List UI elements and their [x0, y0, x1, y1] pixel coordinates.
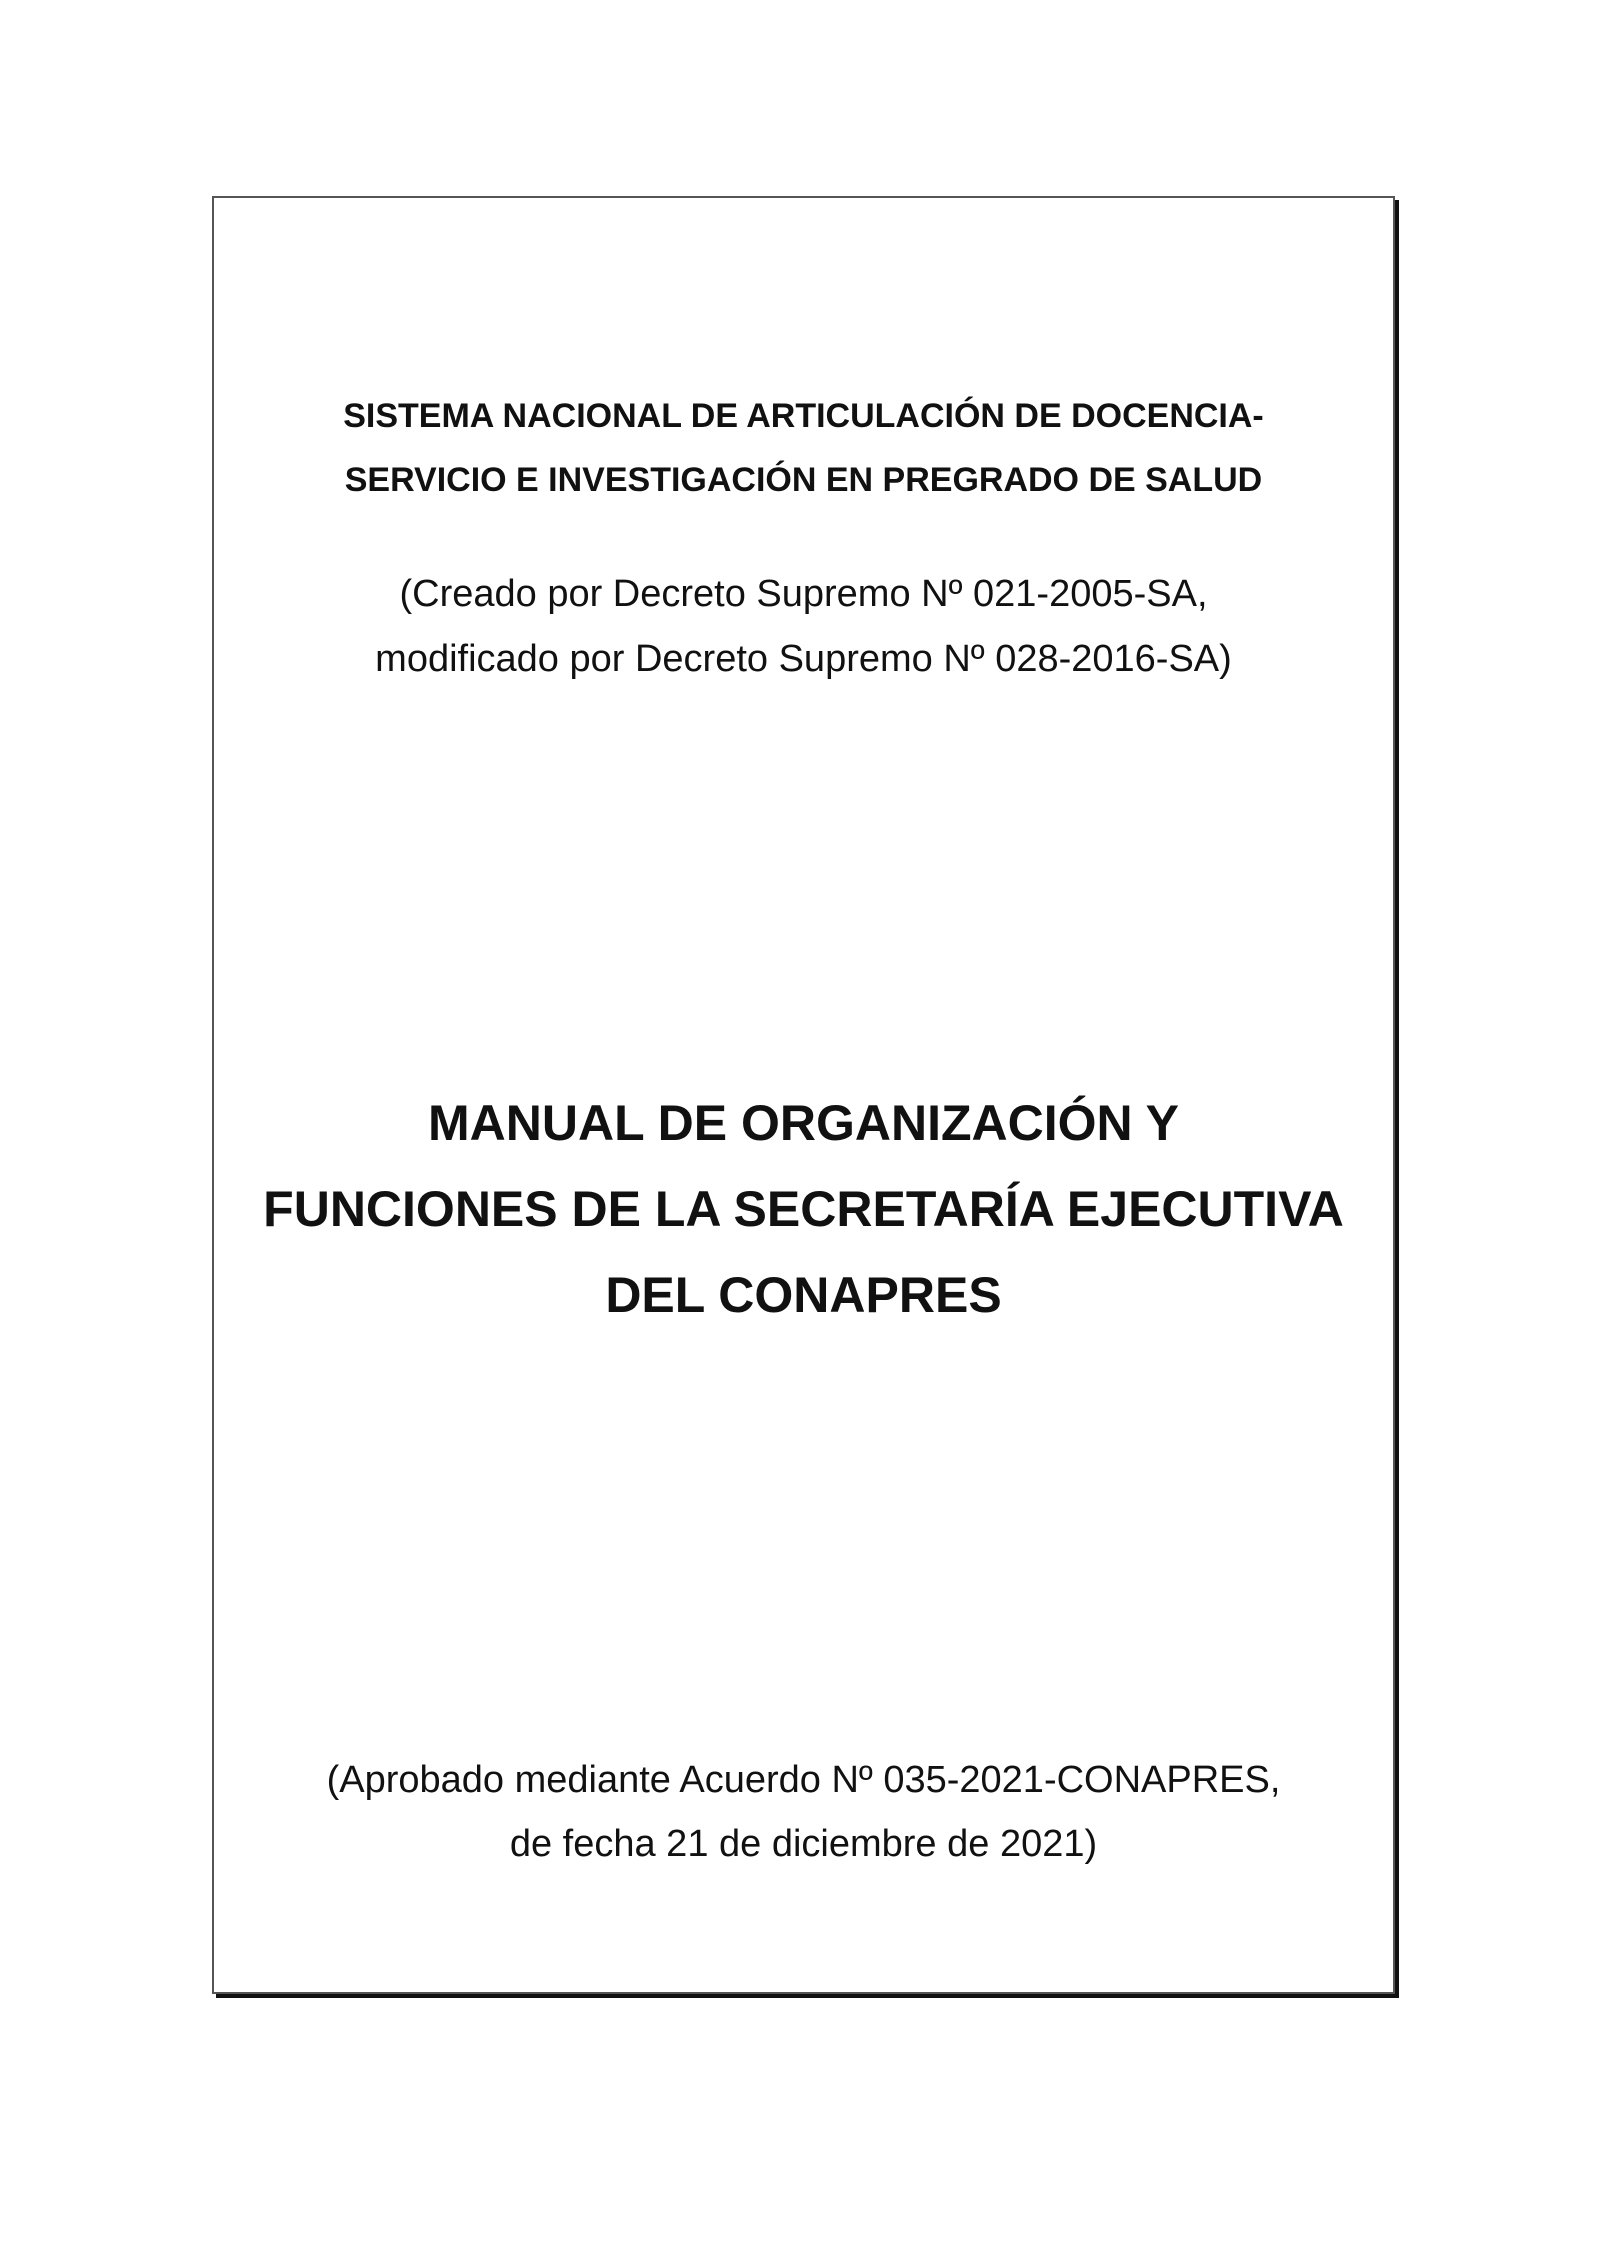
manual-title-line-1: MANUAL DE ORGANIZACIÓN Y	[428, 1095, 1179, 1151]
approval-note-line-1: (Aprobado mediante Acuerdo Nº 035-2021-CONAPRES,	[326, 1759, 1281, 1801]
manual-title-line-3: DEL CONAPRES	[605, 1267, 1002, 1323]
approval-note	[214, 1748, 1393, 1876]
creation-note-line-1: (Creado por Decreto Supremo Nº 021-2005-SA,	[399, 573, 1208, 615]
manual-title	[214, 1080, 1393, 1338]
system-heading-line-1: SISTEMA NACIONAL DE ARTICULACIÓN DE DOCENCIA-	[343, 397, 1264, 435]
manual-title-line-2: FUNCIONES DE LA SECRETARÍA EJECUTIVA	[263, 1181, 1344, 1237]
cover-frame	[212, 196, 1395, 1994]
creation-note	[214, 562, 1393, 692]
approval-note-line-2: de fecha 21 de diciembre de 2021)	[509, 1823, 1098, 1865]
system-heading-line-2: SERVICIO E INVESTIGACIÓN EN PREGRADO DE SALUD	[344, 461, 1263, 499]
creation-note-line-2: modificado por Decreto Supremo Nº 028-2016-SA)	[375, 638, 1232, 680]
system-heading	[214, 384, 1393, 512]
